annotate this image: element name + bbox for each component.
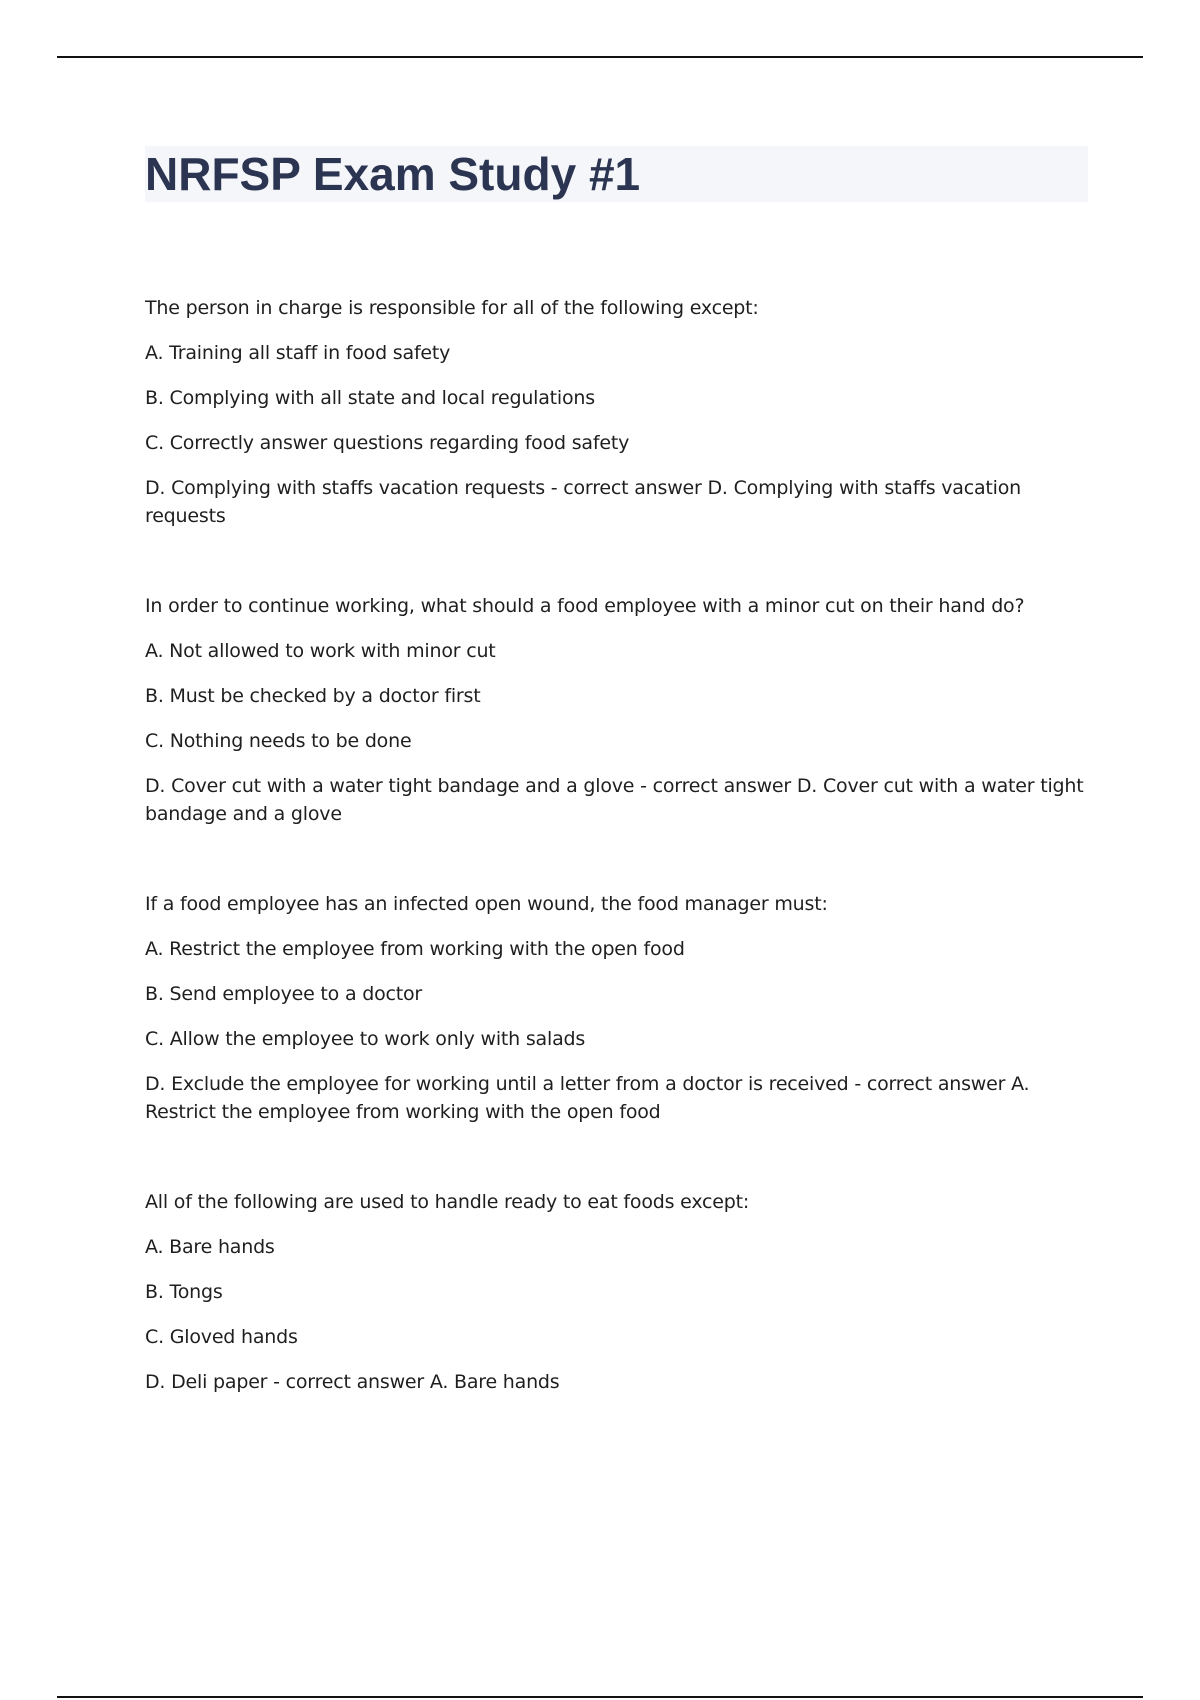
question-block-1 [145, 294, 1088, 530]
option-b: B. Send employee to a doctor [145, 983, 423, 1005]
option-d-with-answer: D. Exclude the employee for working until a letter from a doctor is received - correct answer A. Restrict the employee from working with the open food [145, 1073, 1030, 1123]
document-body [145, 146, 1088, 1458]
question-text: The person in charge is responsible for all of the following except: [145, 297, 759, 319]
option-b: B. Complying with all state and local regulations [145, 387, 595, 409]
option-d-with-answer: D. Deli paper - correct answer A. Bare hands [145, 1371, 560, 1393]
question-block-2 [145, 592, 1088, 828]
document-title: NRFSP Exam Study #1 [145, 148, 641, 200]
option-a: A. Bare hands [145, 1236, 275, 1258]
option-a: A. Not allowed to work with minor cut [145, 640, 496, 662]
bottom-rule [57, 1696, 1143, 1698]
title-banner [145, 146, 1088, 202]
option-c: C. Allow the employee to work only with salads [145, 1028, 586, 1050]
option-d-with-answer: D. Complying with staffs vacation requests - correct answer D. Complying with staffs vacation requests [145, 477, 1022, 527]
option-a: A. Restrict the employee from working with the open food [145, 938, 685, 960]
option-a: A. Training all staff in food safety [145, 342, 451, 364]
option-c: C. Gloved hands [145, 1326, 298, 1348]
option-c: C. Nothing needs to be done [145, 730, 412, 752]
option-d-with-answer: D. Cover cut with a water tight bandage and a glove - correct answer D. Cover cut with a water tight bandage and a glove [145, 775, 1084, 825]
question-text: In order to continue working, what should a food employee with a minor cut on their hand do? [145, 595, 1025, 617]
option-b: B. Tongs [145, 1281, 223, 1303]
option-b: B. Must be checked by a doctor first [145, 685, 481, 707]
top-rule [57, 56, 1143, 58]
question-text: All of the following are used to handle ready to eat foods except: [145, 1191, 750, 1213]
question-block-4 [145, 1188, 1088, 1396]
question-text: If a food employee has an infected open wound, the food manager must: [145, 893, 828, 915]
question-block-3 [145, 890, 1088, 1126]
option-c: C. Correctly answer questions regarding food safety [145, 432, 630, 454]
